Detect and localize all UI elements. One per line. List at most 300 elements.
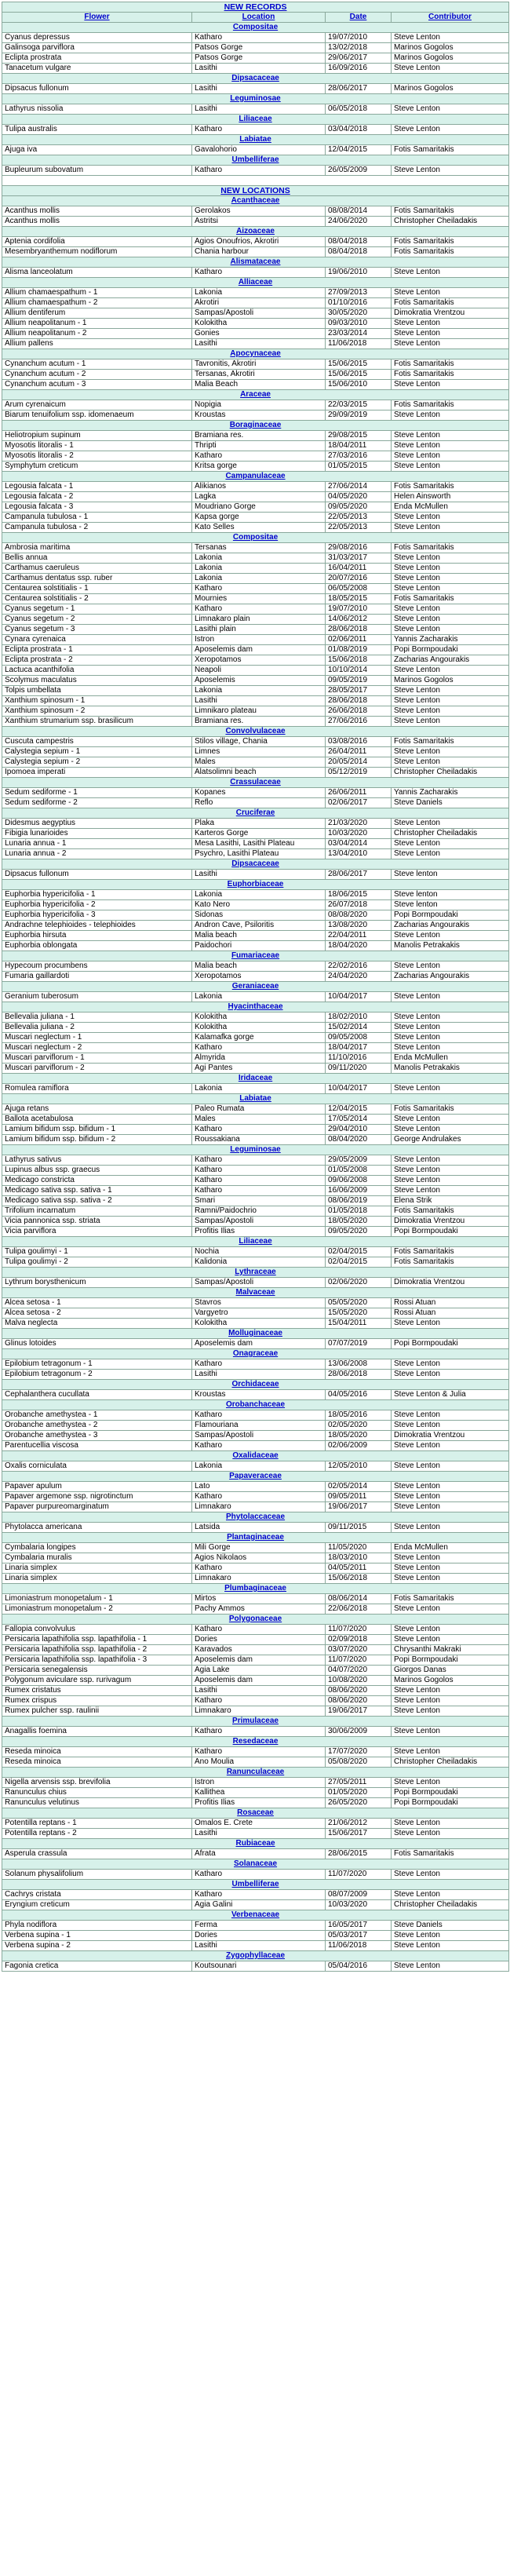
- family-header-row: [2, 1584, 509, 1594]
- date-cell: 28/06/2018: [326, 625, 392, 635]
- flower-cell: Lactuca acanthifolia: [2, 666, 192, 676]
- flower-cell: Tanacetum vulgare: [2, 64, 192, 74]
- family-link[interactable]: Leguminosae: [2, 94, 509, 104]
- location-cell: Katharo: [192, 1492, 326, 1502]
- contributor-cell: Fotis Samaritakis: [392, 237, 509, 247]
- contributor-cell: Steve Lenton: [392, 553, 509, 564]
- family-link[interactable]: Plumbaginaceae: [2, 1584, 509, 1594]
- family-link[interactable]: Rosaceae: [2, 1808, 509, 1819]
- table-row: [2, 1890, 509, 1900]
- flower-cell: Glinus lotoides: [2, 1339, 192, 1349]
- table-row: [2, 564, 509, 574]
- contributor-cell: Steve Lenton: [392, 1727, 509, 1737]
- family-header-row: [2, 1094, 509, 1104]
- family-header-row: [2, 1615, 509, 1625]
- family-link[interactable]: Onagraceae: [2, 1349, 509, 1359]
- flower-cell: Cynanchum acutum - 2: [2, 370, 192, 380]
- family-header-row: [2, 880, 509, 890]
- date-cell: 29/08/2015: [326, 431, 392, 441]
- location-cell: Lasithi: [192, 1829, 326, 1839]
- flower-cell: Orobanche amethystea - 2: [2, 1421, 192, 1431]
- date-cell: 02/05/2020: [326, 1421, 392, 1431]
- family-link[interactable]: Campanulaceae: [2, 472, 509, 482]
- family-link[interactable]: Alliaceae: [2, 278, 509, 288]
- contributor-cell: Steve Lenton: [392, 1870, 509, 1880]
- family-link[interactable]: Aizoaceae: [2, 227, 509, 237]
- family-link[interactable]: Ranunculaceae: [2, 1768, 509, 1778]
- location-cell: Limnakaro: [192, 1502, 326, 1512]
- contributor-cell: George Andrulakes: [392, 1135, 509, 1145]
- table-row: [2, 625, 509, 635]
- table-row: [2, 380, 509, 390]
- contributor-cell: Fotis Samaritakis: [392, 1206, 509, 1217]
- family-link[interactable]: Apocynaceae: [2, 349, 509, 359]
- table-row: [2, 747, 509, 757]
- date-cell: 01/05/2008: [326, 1166, 392, 1176]
- location-cell: Sampas/Apostoli: [192, 1431, 326, 1441]
- family-link[interactable]: Oxalidaceae: [2, 1451, 509, 1461]
- flower-cell: Cynara cyrenaica: [2, 635, 192, 645]
- family-header-row: [2, 349, 509, 359]
- contributor-cell: Fotis Samaritakis: [392, 247, 509, 257]
- date-cell: 02/06/2020: [326, 1278, 392, 1288]
- family-header-row: [2, 155, 509, 166]
- location-cell: Aposelemis dam: [192, 1339, 326, 1349]
- contributor-cell: Steve Lenton: [392, 931, 509, 941]
- contributor-cell: Steve Lenton: [392, 819, 509, 829]
- location-cell: Istron: [192, 1778, 326, 1788]
- location-cell: Katharo: [192, 1625, 326, 1635]
- contributor-cell: Steve Lenton: [392, 1604, 509, 1615]
- flower-cell: Euphorbia hypericifolia - 2: [2, 900, 192, 910]
- family-link[interactable]: Lythraceae: [2, 1268, 509, 1278]
- family-link[interactable]: Phytolaccaceae: [2, 1512, 509, 1523]
- contributor-cell: Steve Lenton: [392, 1115, 509, 1125]
- date-cell: 21/03/2020: [326, 819, 392, 829]
- table-row: [2, 1257, 509, 1268]
- date-cell: 02/06/2011: [326, 635, 392, 645]
- date-cell: 01/05/2020: [326, 1788, 392, 1798]
- table-row: [2, 574, 509, 584]
- contributor-cell: Steve Lenton: [392, 584, 509, 594]
- location-cell: Aposelemis dam: [192, 1655, 326, 1666]
- location-cell: Lasithi: [192, 870, 326, 880]
- table-row: [2, 1645, 509, 1655]
- location-cell: Patsos Gorge: [192, 53, 326, 64]
- family-link[interactable]: Orobanchaceae: [2, 1400, 509, 1410]
- family-link[interactable]: Labiatae: [2, 1094, 509, 1104]
- flower-cell: Orobanche amethystea - 3: [2, 1431, 192, 1441]
- flower-cell: Ajuga iva: [2, 145, 192, 155]
- family-link[interactable]: Convolvulaceae: [2, 727, 509, 737]
- contributor-cell: Fotis Samaritakis: [392, 1247, 509, 1257]
- location-cell: Lasithi: [192, 1941, 326, 1951]
- table-row: [2, 1706, 509, 1717]
- date-cell: 18/05/2020: [326, 1431, 392, 1441]
- date-cell: 22/06/2018: [326, 1604, 392, 1615]
- flower-cell: Epilobium tetragonum - 1: [2, 1359, 192, 1370]
- contributor-cell: Chrysanthi Makraki: [392, 1645, 509, 1655]
- location-cell: Katharo: [192, 451, 326, 462]
- flower-cell: Vicia pannonica ssp. striata: [2, 1217, 192, 1227]
- date-cell: 02/04/2015: [326, 1257, 392, 1268]
- family-link[interactable]: Molluginaceae: [2, 1329, 509, 1339]
- table-row: [2, 1298, 509, 1308]
- date-cell: 28/06/2018: [326, 696, 392, 706]
- location-cell: Paleo Rumata: [192, 1104, 326, 1115]
- flower-cell: Lupinus albus ssp. graecus: [2, 1166, 192, 1176]
- family-link[interactable]: Dipsacaceae: [2, 859, 509, 870]
- location-cell: Karteros Gorge: [192, 829, 326, 839]
- family-header-row: [2, 1839, 509, 1849]
- contributor-cell: Steve Lenton: [392, 1043, 509, 1053]
- contributor-cell: Christopher Cheiladakis: [392, 829, 509, 839]
- flower-cell: Rumex crispus: [2, 1696, 192, 1706]
- family-link[interactable]: Compositae: [2, 23, 509, 33]
- contributor-cell: Steve Lenton: [392, 1941, 509, 1951]
- date-column-header: Date: [326, 13, 392, 23]
- location-cell: Aposelemis: [192, 676, 326, 686]
- table-row: [2, 931, 509, 941]
- section-spacer: [2, 176, 509, 186]
- table-row: [2, 1441, 509, 1451]
- contributor-cell: Steve lenton: [392, 870, 509, 880]
- flower-cell: Cyanus segetum - 3: [2, 625, 192, 635]
- table-row: [2, 584, 509, 594]
- contributor-cell: Steve Lenton: [392, 441, 509, 451]
- flower-cell: Bellevalia juliana - 2: [2, 1023, 192, 1033]
- date-cell: 11/07/2020: [326, 1625, 392, 1635]
- family-link[interactable]: Primulaceae: [2, 1717, 509, 1727]
- flower-cell: Ranunculus chius: [2, 1788, 192, 1798]
- family-link[interactable]: Zygophyllaceae: [2, 1951, 509, 1961]
- contributor-cell: Steve Lenton: [392, 1410, 509, 1421]
- table-row: [2, 1023, 509, 1033]
- date-cell: 12/04/2015: [326, 145, 392, 155]
- date-cell: 08/04/2020: [326, 1135, 392, 1145]
- family-header-row: [2, 1288, 509, 1298]
- table-row: [2, 1849, 509, 1859]
- flower-cell: Bellevalia juliana - 1: [2, 1013, 192, 1023]
- family-link[interactable]: Orchidaceae: [2, 1380, 509, 1390]
- family-link[interactable]: Liliaceae: [2, 1237, 509, 1247]
- table-row: [2, 247, 509, 257]
- table-row: [2, 451, 509, 462]
- table-row: [2, 1135, 509, 1145]
- table-row: [2, 1798, 509, 1808]
- table-row: [2, 645, 509, 655]
- flower-cell: Verbena supina - 1: [2, 1931, 192, 1941]
- flower-cell: Ranunculus velutinus: [2, 1798, 192, 1808]
- contributor-cell: Steve Lenton: [392, 1706, 509, 1717]
- contributor-cell: Steve Lenton: [392, 747, 509, 757]
- family-link[interactable]: Leguminosae: [2, 1145, 509, 1155]
- location-cell: Katharo: [192, 604, 326, 615]
- location-cell: Kalamafka gorge: [192, 1033, 326, 1043]
- location-cell: Dories: [192, 1635, 326, 1645]
- contributor-cell: Fotis Samaritakis: [392, 1849, 509, 1859]
- family-link[interactable]: Malvaceae: [2, 1288, 509, 1298]
- location-cell: Kolokitha: [192, 319, 326, 329]
- flower-cell: Acanthus mollis: [2, 217, 192, 227]
- flower-cell: Linaria simplex: [2, 1574, 192, 1584]
- family-header-row: [2, 421, 509, 431]
- date-cell: 27/09/2013: [326, 288, 392, 298]
- date-cell: 05/04/2016: [326, 1961, 392, 1972]
- date-cell: 09/05/2008: [326, 1033, 392, 1043]
- table-row: [2, 145, 509, 155]
- table-row: [2, 1635, 509, 1645]
- date-cell: 08/06/2020: [326, 1696, 392, 1706]
- date-cell: 26/04/2011: [326, 747, 392, 757]
- date-cell: 27/06/2016: [326, 717, 392, 727]
- contributor-cell: Popi Bormpoudaki: [392, 910, 509, 921]
- flower-cell: Allium chamaespathum - 2: [2, 298, 192, 308]
- family-link[interactable]: Liliaceae: [2, 115, 509, 125]
- contributor-cell: Steve Lenton: [392, 615, 509, 625]
- location-cell: Katharo: [192, 1563, 326, 1574]
- flower-cell: Bellis annua: [2, 553, 192, 564]
- family-link[interactable]: Geraniaceae: [2, 982, 509, 992]
- contributor-cell: Steve Lenton: [392, 1829, 509, 1839]
- table-row: [2, 1502, 509, 1512]
- location-cell: Sampas/Apostoli: [192, 1278, 326, 1288]
- contributor-cell: Popi Bormpoudaki: [392, 1655, 509, 1666]
- table-row: [2, 594, 509, 604]
- table-row: [2, 615, 509, 625]
- flower-cell: Xanthium spinosum - 1: [2, 696, 192, 706]
- family-link[interactable]: Crassulaceae: [2, 778, 509, 788]
- location-cell: Xeropotamos: [192, 655, 326, 666]
- date-cell: 02/06/2017: [326, 798, 392, 808]
- date-cell: 17/05/2014: [326, 1115, 392, 1125]
- contributor-cell: Steve Lenton: [392, 1931, 509, 1941]
- flower-cell: Potentilla reptans - 2: [2, 1829, 192, 1839]
- date-cell: 02/05/2014: [326, 1482, 392, 1492]
- flower-cell: Ajuga retans: [2, 1104, 192, 1115]
- location-cell: Andron Cave, Psiloritis: [192, 921, 326, 931]
- date-cell: 04/05/2011: [326, 1563, 392, 1574]
- contributor-cell: Steve Lenton: [392, 1370, 509, 1380]
- contributor-cell: Enda McMullen: [392, 1543, 509, 1553]
- family-header-row: [2, 1910, 509, 1921]
- location-cell: Pachy Ammos: [192, 1604, 326, 1615]
- family-link[interactable]: Acanthaceae: [2, 196, 509, 206]
- table-row: [2, 921, 509, 931]
- family-header-row: [2, 1472, 509, 1482]
- family-header-row: [2, 1859, 509, 1870]
- family-link[interactable]: Cruciferae: [2, 808, 509, 819]
- flower-cell: Arum cyrenaicum: [2, 400, 192, 410]
- location-cell: Katharo: [192, 1359, 326, 1370]
- family-link[interactable]: Umbelliferae: [2, 155, 509, 166]
- contributor-cell: Fotis Samaritakis: [392, 359, 509, 370]
- location-cell: Ferma: [192, 1921, 326, 1931]
- family-link[interactable]: Dipsacaceae: [2, 74, 509, 84]
- contributor-cell: Steve Lenton & Julia: [392, 1390, 509, 1400]
- contributor-cell: Popi Bormpoudaki: [392, 1788, 509, 1798]
- family-link[interactable]: Alismataceae: [2, 257, 509, 268]
- family-header-row: [2, 1717, 509, 1727]
- family-header-row: [2, 1768, 509, 1778]
- location-cell: Lakonia: [192, 288, 326, 298]
- table-row: [2, 1523, 509, 1533]
- flower-cell: Epilobium tetragonum - 2: [2, 1370, 192, 1380]
- date-cell: 08/07/2009: [326, 1890, 392, 1900]
- flower-cell: Cyanus depressus: [2, 33, 192, 43]
- location-cell: Sampas/Apostoli: [192, 308, 326, 319]
- location-cell: Gerolakos: [192, 206, 326, 217]
- contributor-cell: Steve Daniels: [392, 798, 509, 808]
- column-header-row: [2, 13, 509, 23]
- date-cell: 07/07/2019: [326, 1339, 392, 1349]
- location-cell: Agios Nikolaos: [192, 1553, 326, 1563]
- table-row: [2, 1553, 509, 1563]
- date-cell: 01/05/2018: [326, 1206, 392, 1217]
- contributor-cell: Christopher Cheiladakis: [392, 217, 509, 227]
- family-header-row: [2, 278, 509, 288]
- flower-cell: Muscari neglectum - 2: [2, 1043, 192, 1053]
- contributor-cell: Dimokratia Vrentzou: [392, 1431, 509, 1441]
- flower-cell: Eclipta prostrata - 2: [2, 655, 192, 666]
- flower-cell: Alisma lanceolatum: [2, 268, 192, 278]
- flower-cell: Lamium bifidum ssp. bifidum - 1: [2, 1125, 192, 1135]
- date-cell: 19/06/2017: [326, 1502, 392, 1512]
- table-row: [2, 166, 509, 176]
- flower-cell: Tolpis umbellata: [2, 686, 192, 696]
- flower-cell: Lathyrus sativus: [2, 1155, 192, 1166]
- location-cell: Kroustas: [192, 1390, 326, 1400]
- flower-cell: Tulipa australis: [2, 125, 192, 135]
- family-link[interactable]: Plantaginaceae: [2, 1533, 509, 1543]
- location-cell: Katharo: [192, 1441, 326, 1451]
- contributor-cell: Popi Bormpoudaki: [392, 1798, 509, 1808]
- location-cell: Xeropotamos: [192, 972, 326, 982]
- family-link[interactable]: Polygonaceae: [2, 1615, 509, 1625]
- location-cell: Profitis Ilias: [192, 1227, 326, 1237]
- family-header-row: [2, 778, 509, 788]
- table-row: [2, 1115, 509, 1125]
- table-row: [2, 288, 509, 298]
- date-cell: 29/04/2010: [326, 1125, 392, 1135]
- flower-cell: Hypecoum procumbens: [2, 961, 192, 972]
- table-row: [2, 1666, 509, 1676]
- flower-cell: Solanum physalifolium: [2, 1870, 192, 1880]
- location-cell: Almyrida: [192, 1053, 326, 1064]
- flower-cell: Rumex cristatus: [2, 1686, 192, 1696]
- family-link[interactable]: Resedaceae: [2, 1737, 509, 1747]
- family-header-row: [2, 196, 509, 206]
- date-cell: 15/06/2010: [326, 380, 392, 390]
- date-cell: 30/05/2020: [326, 308, 392, 319]
- date-cell: 22/05/2013: [326, 523, 392, 533]
- family-link[interactable]: Fumariaceae: [2, 951, 509, 961]
- family-link[interactable]: Hyacinthaceae: [2, 1002, 509, 1013]
- location-cell: Katharo: [192, 1410, 326, 1421]
- flower-cell: Xanthium spinosum - 2: [2, 706, 192, 717]
- flower-cell: Lathyrus nissolia: [2, 104, 192, 115]
- table-row: [2, 1043, 509, 1053]
- family-link[interactable]: Boraginaceae: [2, 421, 509, 431]
- table-row: [2, 1196, 509, 1206]
- family-link[interactable]: Euphorbiaceae: [2, 880, 509, 890]
- flower-cell: Didesmus aegyptius: [2, 819, 192, 829]
- date-cell: 18/05/2015: [326, 594, 392, 604]
- location-cell: Kallithea: [192, 1788, 326, 1798]
- flower-cell: Trifolium incarnatum: [2, 1206, 192, 1217]
- contributor-cell: Rossi Atuan: [392, 1298, 509, 1308]
- table-row: [2, 1431, 509, 1441]
- flower-cell: Alcea setosa - 1: [2, 1298, 192, 1308]
- location-cell: Katharo: [192, 1727, 326, 1737]
- location-cell: Kolokitha: [192, 1319, 326, 1329]
- date-cell: 26/05/2020: [326, 1798, 392, 1808]
- flower-cell: Fallopia convolvulus: [2, 1625, 192, 1635]
- family-link[interactable]: Verbenaceae: [2, 1910, 509, 1921]
- contributor-cell: Steve lenton: [392, 900, 509, 910]
- location-cell: Malia beach: [192, 931, 326, 941]
- family-link[interactable]: Araceae: [2, 390, 509, 400]
- location-cell: Tavronitis, Akrotiri: [192, 359, 326, 370]
- location-cell: Agios Onoufrios, Akrotiri: [192, 237, 326, 247]
- location-cell: Katharo: [192, 125, 326, 135]
- flower-cell: Biarum tenuifolium ssp. idomenaeum: [2, 410, 192, 421]
- date-cell: 01/05/2015: [326, 462, 392, 472]
- date-cell: 15/06/2018: [326, 1574, 392, 1584]
- contributor-cell: Steve Lenton: [392, 380, 509, 390]
- section-title-row: [2, 2, 509, 13]
- family-link[interactable]: Papaveraceae: [2, 1472, 509, 1482]
- flower-cell: Persicaria lapathifolia ssp. lapathifolia - 1: [2, 1635, 192, 1645]
- family-link[interactable]: Compositae: [2, 533, 509, 543]
- location-cell: Katharo: [192, 33, 326, 43]
- family-link[interactable]: Labiatae: [2, 135, 509, 145]
- family-link[interactable]: Umbelliferae: [2, 1880, 509, 1890]
- date-cell: 10/08/2020: [326, 1676, 392, 1686]
- date-cell: 27/05/2011: [326, 1778, 392, 1788]
- family-header-row: [2, 951, 509, 961]
- spacer-cell: [2, 176, 509, 186]
- table-row: [2, 1788, 509, 1798]
- family-link[interactable]: Solanaceae: [2, 1859, 509, 1870]
- table-row: [2, 1461, 509, 1472]
- family-link[interactable]: Iridaceae: [2, 1074, 509, 1084]
- table-row: [2, 1574, 509, 1584]
- location-cell: Kroustas: [192, 410, 326, 421]
- table-row: [2, 768, 509, 778]
- contributor-cell: Yannis Zacharakis: [392, 635, 509, 645]
- table-row: [2, 737, 509, 747]
- date-cell: 22/05/2013: [326, 513, 392, 523]
- family-link[interactable]: Rubiaceae: [2, 1839, 509, 1849]
- location-cell: Koutsounari: [192, 1961, 326, 1972]
- table-row: [2, 1176, 509, 1186]
- date-cell: 15/06/2015: [326, 370, 392, 380]
- location-cell: Latsida: [192, 1523, 326, 1533]
- location-cell: Nochia: [192, 1247, 326, 1257]
- location-cell: Bramiana res.: [192, 717, 326, 727]
- location-cell: Lasithi: [192, 1370, 326, 1380]
- date-cell: 28/06/2018: [326, 1370, 392, 1380]
- date-cell: 11/06/2018: [326, 339, 392, 349]
- flower-cell: Cynanchum acutum - 3: [2, 380, 192, 390]
- family-header-row: [2, 257, 509, 268]
- flower-cell: Fibigia lunarioides: [2, 829, 192, 839]
- table-row: [2, 492, 509, 502]
- family-header-row: [2, 1400, 509, 1410]
- location-cell: Nopigia: [192, 400, 326, 410]
- flower-cell: Rumex pulcher ssp. raulinii: [2, 1706, 192, 1717]
